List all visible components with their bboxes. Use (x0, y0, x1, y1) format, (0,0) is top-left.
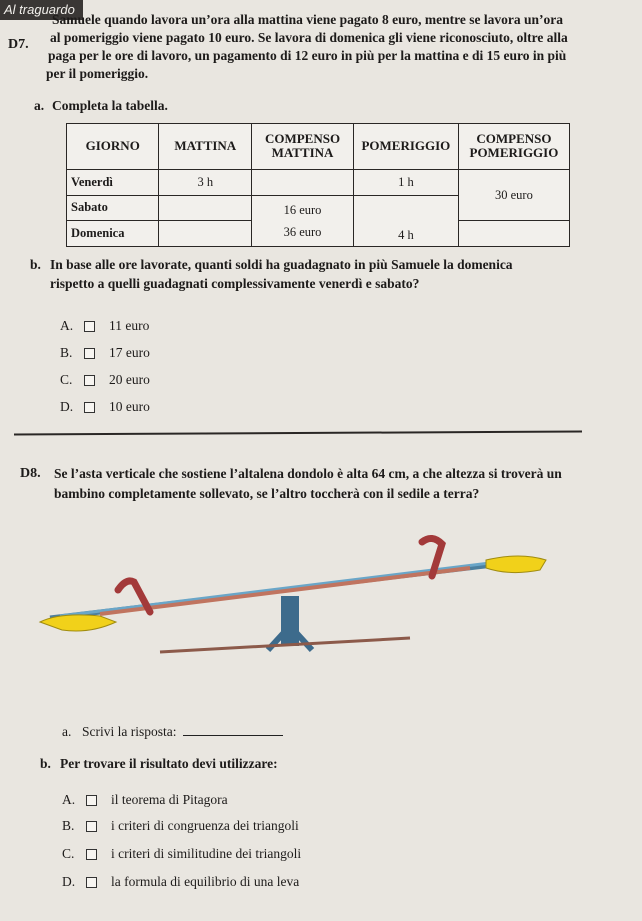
option-letter: A. (60, 318, 74, 333)
d8-option-b[interactable] (62, 818, 299, 834)
checkbox[interactable] (84, 375, 95, 386)
d8-part-a-row (82, 722, 283, 742)
option-letter: A. (62, 792, 76, 807)
d7-text-line-3: paga per le ore di lavoro, un pagamento di 12 euro in più per la mattina e di 15 euro in più (48, 48, 567, 63)
d8-option-d[interactable] (62, 874, 299, 890)
table-cell-day: Sabato (67, 195, 159, 221)
table-cell[interactable] (252, 169, 354, 195)
d8-option-a[interactable] (62, 792, 228, 808)
table-cell[interactable]: 1 h (353, 169, 458, 195)
table-cell-day: Domenica (67, 221, 159, 247)
d7-text-line-4: per il pomeriggio. (46, 66, 149, 81)
table-cell-merged[interactable] (252, 195, 354, 246)
d8-part-b-letter: b. (40, 756, 51, 771)
checkbox[interactable] (86, 877, 97, 888)
table-row (67, 169, 570, 195)
d7-option-a[interactable] (60, 318, 149, 334)
checkbox[interactable] (86, 821, 97, 832)
option-letter: C. (60, 372, 73, 387)
option-text: 20 euro (109, 372, 150, 387)
checkbox[interactable] (86, 795, 97, 806)
option-text: i criteri di similitudine dei triangoli (111, 846, 302, 861)
table-header-row (67, 124, 570, 170)
d8-part-a-instruction: Scrivi la risposta: (82, 724, 177, 739)
d7-part-b-letter: b. (30, 257, 41, 272)
table-cell-day: Venerdì (67, 169, 159, 195)
d7-option-c[interactable] (60, 372, 150, 388)
d7-part-b-text-1: In base alle ore lavorate, quanti soldi ha guadagnato in più Samuele la domenica (50, 257, 513, 272)
header-tab: Al traguardo (0, 0, 83, 20)
checkbox[interactable] (86, 849, 97, 860)
answer-blank[interactable] (183, 723, 283, 736)
option-text: i criteri di congruenza dei triangoli (111, 818, 299, 833)
table-header: COMPENSO MATTINA (252, 124, 354, 170)
d7-option-b[interactable] (60, 345, 150, 361)
option-text: 11 euro (109, 318, 150, 333)
option-text: 10 euro (109, 399, 150, 414)
option-letter: D. (60, 399, 74, 414)
work-table (66, 123, 570, 247)
option-letter: D. (62, 874, 76, 889)
d7-part-a-letter: a. (34, 98, 45, 113)
checkbox[interactable] (84, 321, 95, 332)
table-cell[interactable] (159, 195, 252, 221)
table-cell[interactable] (159, 221, 252, 247)
table-cell-merged[interactable] (353, 195, 458, 246)
d8-text-line-1: Se l’asta verticale che sostiene l’altalena dondolo è alta 64 cm, a che altezza si troverà un (54, 466, 562, 481)
right-seat (486, 556, 546, 573)
cell-value: 36 euro (283, 224, 322, 239)
d8-text-line-2: bambino completamente sollevato, se l’altro toccherà con il sedile a terra? (54, 486, 480, 501)
table-cell[interactable]: 30 euro (458, 169, 569, 220)
option-text: 17 euro (109, 345, 150, 360)
cell-value: 4 h (398, 228, 414, 242)
d7-option-d[interactable] (60, 399, 150, 415)
question-d8-number: D8. (20, 466, 41, 481)
option-letter: B. (60, 345, 73, 360)
table-cell[interactable]: 3 h (159, 169, 252, 195)
d7-part-a-instruction: Completa la tabella. (52, 98, 168, 113)
option-letter: C. (62, 846, 75, 861)
table-cell[interactable] (458, 221, 569, 247)
d8-option-c[interactable] (62, 846, 301, 862)
section-divider (14, 431, 582, 436)
d7-text-line-2: al pomeriggio viene pagato 10 euro. Se lavora di domenica gli viene riconosciuto, oltre alla (50, 30, 568, 45)
table-header: POMERIGGIO (353, 124, 458, 170)
d7-text-line-1: Samuele quando lavora un’ora alla mattina viene pagato 8 euro, mentre se lavora un’ora (52, 12, 563, 27)
option-text: la formula di equilibrio di una leva (111, 874, 300, 889)
d8-part-b-text: Per trovare il risultato devi utilizzare: (60, 756, 278, 771)
table-header: GIORNO (67, 124, 159, 170)
question-d7-number: D7. (8, 37, 29, 52)
option-text: il teorema di Pitagora (111, 792, 228, 807)
central-post (281, 596, 299, 646)
option-letter: B. (62, 818, 75, 833)
d7-part-b-text-2: rispetto a quelli guadagnati complessivamente venerdì e sabato? (50, 276, 420, 291)
table-header: MATTINA (159, 124, 252, 170)
d8-part-a-letter: a. (62, 724, 72, 739)
cell-value: 16 euro (283, 202, 322, 217)
seesaw-illustration (30, 530, 550, 670)
checkbox[interactable] (84, 348, 95, 359)
checkbox[interactable] (84, 402, 95, 413)
table-header: COMPENSO POMERIGGIO (458, 124, 569, 170)
